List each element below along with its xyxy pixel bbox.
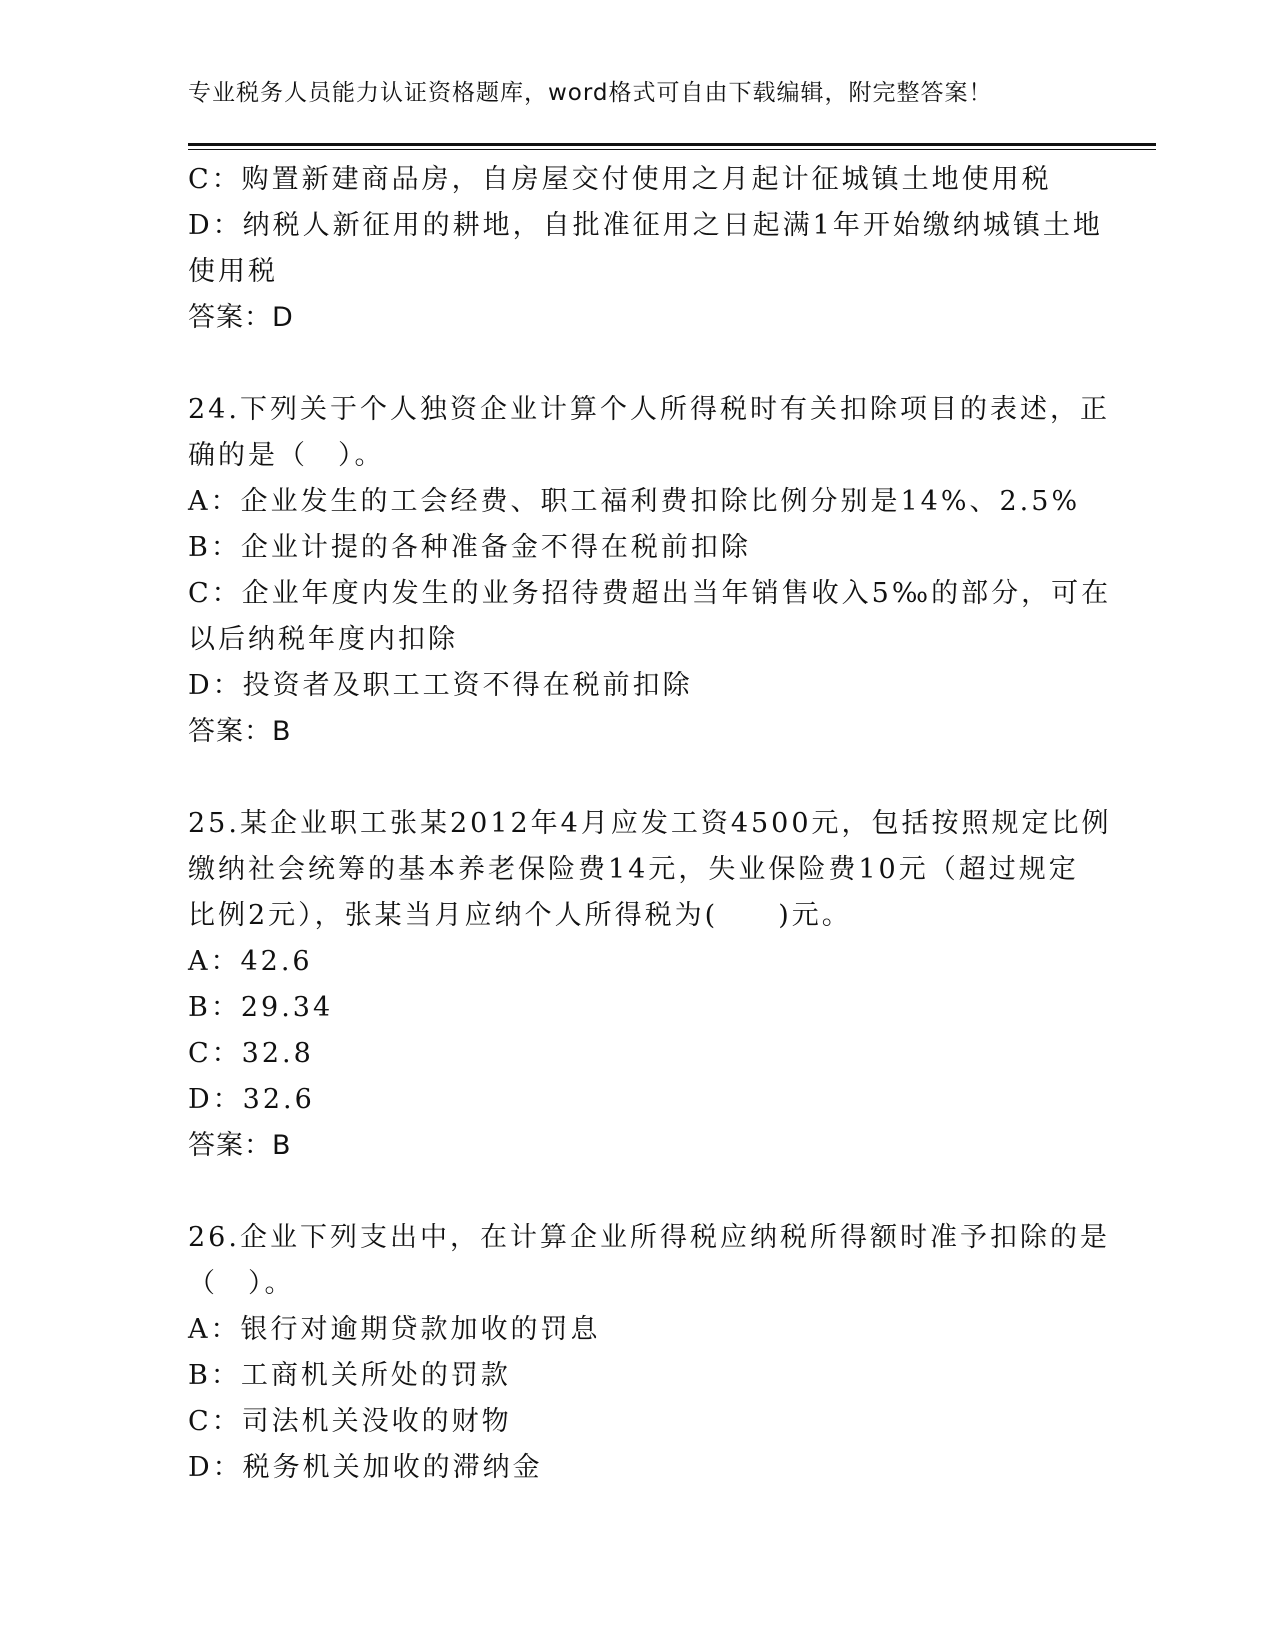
q26-option-c: C：司法机关没收的财物 [188, 1406, 512, 1437]
q23-option-c: C：购置新建商品房，自房屋交付使用之月起计征城镇土地使用税 [188, 164, 1052, 195]
q24-stem-line1: 24.下列关于个人独资企业计算个人所得税时有关扣除项目的表述，正 [188, 394, 1110, 425]
q25-stem-line3: 比例2元），张某当月应纳个人所得税为( )元。 [188, 900, 852, 931]
spacer [188, 1169, 1088, 1215]
page-header: 专业税务人员能力认证资格题库，word格式可自由下载编辑，附完整答案！ [188, 80, 993, 106]
question-23-tail [188, 157, 1103, 341]
q24-option-d: D：投资者及职工工资不得在税前扣除 [188, 670, 693, 701]
q26-option-d: D：税务机关加收的滞纳金 [188, 1452, 543, 1483]
q24-answer: 答案：B [188, 716, 292, 747]
q24-option-a: A：企业发生的工会经费、职工福利费扣除比例分别是14%、2.5% [188, 486, 1081, 517]
q26-stem-line2: （ ）。 [188, 1268, 295, 1299]
q24-option-b: B：企业计提的各种准备金不得在税前扣除 [188, 532, 751, 563]
q25-option-b: B：29.34 [188, 992, 334, 1023]
question-26 [188, 1215, 1110, 1491]
q26-option-a: A：银行对逾期贷款加收的罚息 [188, 1314, 601, 1345]
q24-stem-line2: 确的是（ ）。 [188, 440, 385, 471]
q23-option-d-line2: 使用税 [188, 256, 278, 287]
q25-option-d: D：32.6 [188, 1084, 315, 1115]
question-content [188, 157, 1112, 1491]
spacer [188, 341, 1088, 387]
q25-stem-line2: 缴纳社会统筹的基本养老保险费14元，失业保险费10元（超过规定 [188, 854, 1079, 885]
spacer [188, 755, 1088, 801]
q25-option-c: C：32.8 [188, 1038, 314, 1069]
header-rule-thin [188, 149, 1156, 150]
header-rule-thick [188, 143, 1156, 146]
q24-option-c-line2: 以后纳税年度内扣除 [188, 624, 458, 655]
q26-stem-line1: 26.企业下列支出中，在计算企业所得税应纳税所得额时准予扣除的是 [188, 1222, 1110, 1253]
q25-answer: 答案：B [188, 1130, 292, 1161]
question-24 [188, 387, 1112, 755]
question-25 [188, 801, 1112, 1169]
q23-option-d-line1: D：纳税人新征用的耕地，自批准征用之日起满1年开始缴纳城镇土地 [188, 210, 1103, 241]
q24-option-c-line1: C：企业年度内发生的业务招待费超出当年销售收入5‰的部分，可在 [188, 578, 1112, 609]
q25-option-a: A：42.6 [188, 946, 313, 977]
q23-answer: 答案：D [188, 302, 294, 333]
q26-option-b: B：工商机关所处的罚款 [188, 1360, 511, 1391]
q25-stem-line1: 25.某企业职工张某2012年4月应发工资4500元，包括按照规定比例 [188, 808, 1112, 839]
